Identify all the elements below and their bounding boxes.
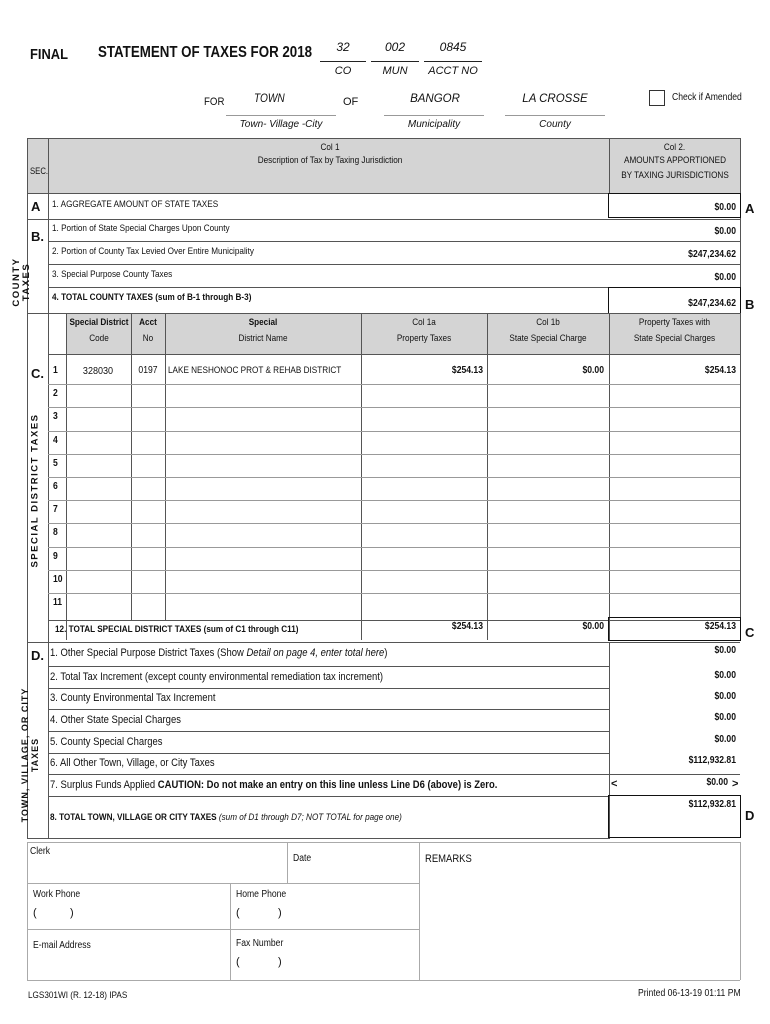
home-phone-label: Home Phone bbox=[236, 889, 287, 900]
clerk-field[interactable] bbox=[30, 858, 286, 882]
section-c-letter: C. bbox=[31, 366, 44, 381]
remarks-label: REMARKS bbox=[425, 853, 472, 865]
row-divider bbox=[48, 454, 740, 455]
row-number: 4 bbox=[53, 435, 58, 446]
section-d-amount-5: $0.00 bbox=[714, 734, 736, 745]
form-id: LGS301WI (R. 12-18) IPAS bbox=[28, 990, 128, 1001]
printed-timestamp: Printed 06-13-19 01:11 PM bbox=[638, 988, 741, 999]
date-label: Date bbox=[293, 853, 312, 864]
section-d-line-6: 6. All Other Town, Village, or City Taxes bbox=[50, 757, 215, 769]
section-b-line-3: 3. Special Purpose County Taxes bbox=[52, 269, 173, 280]
section-b-amount-3: $0.00 bbox=[714, 272, 736, 283]
section-d-amount-2: $0.00 bbox=[714, 670, 736, 681]
line-7-close-bracket: > bbox=[732, 778, 739, 790]
amended-label: Check if Amended bbox=[672, 92, 742, 103]
home-phone-field[interactable]: ( ) bbox=[236, 907, 282, 919]
row-number: 11 bbox=[53, 597, 63, 608]
section-a-line: 1. AGGREGATE AMOUNT OF STATE TAXES bbox=[52, 199, 219, 210]
row-number: 6 bbox=[53, 481, 58, 492]
row-divider bbox=[48, 547, 740, 548]
section-d-line-2: 2. Total Tax Increment (except county environmental remediation tax increment) bbox=[50, 671, 384, 683]
remarks-field[interactable] bbox=[422, 870, 737, 978]
section-c-total-prop: $254.13 bbox=[451, 621, 483, 632]
town-type-value: TOWN bbox=[254, 93, 285, 105]
section-b-amount-4: $247,234.62 bbox=[688, 298, 736, 309]
section-b-line-4: 4. TOTAL COUNTY TAXES (sum of B-1 through B-3) bbox=[52, 292, 252, 303]
co-label: CO bbox=[334, 65, 352, 77]
section-d-line-7: 7. Surplus Funds Applied CAUTION: Do not make an entry on this line unless Line D6 (above) is Zero. bbox=[50, 779, 498, 791]
section-b-amount-1: $0.00 bbox=[714, 226, 736, 237]
row-divider bbox=[48, 500, 740, 501]
district-code: 328030 bbox=[82, 365, 114, 377]
col2-title: Col 2. bbox=[663, 142, 686, 153]
acct-value: 0845 bbox=[439, 40, 467, 54]
row-divider bbox=[48, 407, 740, 408]
work-phone-field[interactable]: ( ) bbox=[33, 907, 74, 919]
section-c-right-letter: C bbox=[745, 625, 755, 640]
col-2-head-2: State Special Charges bbox=[633, 333, 716, 344]
row-divider bbox=[48, 477, 740, 478]
amended-checkbox[interactable] bbox=[649, 90, 665, 106]
section-d-amount-7: $0.00 bbox=[706, 777, 728, 788]
col-acct-head-2: No bbox=[142, 333, 154, 344]
col-name-head-1: Special bbox=[248, 317, 278, 328]
sec-label: SEC. bbox=[30, 166, 49, 176]
col-1a-head-2: Property Taxes bbox=[396, 333, 452, 344]
row-number: 2 bbox=[53, 388, 58, 399]
section-b-line-2: 2. Portion of County Tax Levied Over Entire Municipality bbox=[52, 246, 254, 257]
form-title: STATEMENT OF TAXES FOR 2018 bbox=[98, 44, 313, 61]
row-number: 5 bbox=[53, 458, 58, 469]
for-label: FOR bbox=[204, 96, 225, 108]
section-d-amount-6: $112,932.81 bbox=[688, 755, 736, 766]
section-b-right-letter: B bbox=[745, 297, 755, 312]
municipality-caption: Municipality bbox=[407, 119, 461, 130]
section-c-total-label: 12. TOTAL SPECIAL DISTRICT TAXES (sum of C1 through C11) bbox=[55, 624, 299, 635]
section-b-amount-2: $247,234.62 bbox=[688, 249, 736, 260]
clerk-label: Clerk bbox=[30, 846, 51, 857]
co-value: 32 bbox=[336, 40, 350, 54]
email-field[interactable] bbox=[95, 935, 225, 975]
row-number: 10 bbox=[53, 574, 63, 585]
col-code-head-2: Code bbox=[89, 333, 109, 344]
section-d-line-4: 4. Other State Special Charges bbox=[50, 714, 181, 726]
mun-value: 002 bbox=[384, 40, 406, 54]
section-b-letter: B. bbox=[31, 229, 44, 244]
district-acct-no: 0197 bbox=[138, 365, 158, 376]
row-divider bbox=[48, 384, 740, 385]
county-value: LA CROSSE bbox=[522, 93, 588, 105]
section-d-line-1: 1. Other Special Purpose District Taxes (Show Detail on page 4, enter total here) bbox=[50, 647, 388, 659]
row-number: 8 bbox=[53, 527, 58, 538]
row-number: 7 bbox=[53, 504, 58, 515]
col2-line1: AMOUNTS APPORTIONED bbox=[624, 155, 726, 166]
col1-desc: Description of Tax by Taxing Jurisdiction bbox=[257, 155, 403, 166]
row-divider bbox=[48, 523, 740, 524]
section-d-right-letter: D bbox=[745, 808, 755, 823]
section-d-amount-3: $0.00 bbox=[714, 691, 736, 702]
section-d-line-8: 8. TOTAL TOWN, VILLAGE OR CITY TAXES (sum of D1 through D7; NOT TOTAL for page one) bbox=[50, 812, 402, 823]
acct-label: ACCT NO bbox=[428, 65, 478, 77]
col-1b-head-1: Col 1b bbox=[536, 317, 560, 328]
county-caption: County bbox=[539, 119, 571, 130]
final-label: FINAL bbox=[30, 46, 68, 63]
section-c-total-special: $0.00 bbox=[582, 621, 604, 632]
col2-line2: BY TAXING JURISDICTIONS bbox=[621, 170, 729, 181]
section-d-line-3: 3. County Environmental Tax Increment bbox=[50, 692, 216, 704]
district-total: $254.13 bbox=[704, 365, 736, 376]
section-d-line-5: 5. County Special Charges bbox=[50, 736, 163, 748]
col-2-head-1: Property Taxes with bbox=[638, 317, 711, 328]
section-a-letter: A bbox=[31, 199, 41, 214]
col1-title: Col 1 bbox=[320, 142, 340, 153]
col-name-head-2: District Name bbox=[238, 333, 288, 344]
section-d-amount-1: $0.00 bbox=[714, 645, 736, 656]
email-label: E-mail Address bbox=[33, 940, 91, 951]
section-a-right-letter: A bbox=[745, 201, 755, 216]
row-divider bbox=[48, 431, 740, 432]
district-state-special-charge: $0.00 bbox=[582, 365, 604, 376]
town-taxes-side-label: TOWN, VILLAGE, OR CITY TAXES bbox=[20, 687, 40, 823]
section-a-amount: $0.00 bbox=[714, 202, 736, 213]
town-type-caption: Town- Village -City bbox=[239, 119, 323, 130]
line-7-open-bracket: < bbox=[611, 778, 618, 790]
county-taxes-side-label: COUNTY TAXES bbox=[11, 257, 32, 307]
section-b-line-1: 1. Portion of State Special Charges Upon County bbox=[52, 223, 230, 234]
section-d-amount-4: $0.00 bbox=[714, 712, 736, 723]
fax-field[interactable]: ( ) bbox=[236, 956, 282, 968]
col-acct-head-1: Acct bbox=[139, 317, 157, 328]
col-1b-head-2: State Special Charge bbox=[509, 333, 587, 344]
mun-label: MUN bbox=[382, 65, 408, 77]
col-code-head-1: Special District bbox=[69, 317, 129, 328]
section-d-amount-8: $112,932.81 bbox=[688, 799, 736, 810]
of-label: OF bbox=[343, 96, 359, 108]
work-phone-label: Work Phone bbox=[33, 889, 81, 900]
date-field[interactable] bbox=[320, 846, 416, 881]
row-number: 1 bbox=[53, 365, 58, 376]
row-divider bbox=[48, 570, 740, 571]
row-number: 9 bbox=[53, 551, 58, 562]
special-district-side-label: SPECIAL DISTRICT TAXES bbox=[29, 413, 41, 568]
municipality-value: BANGOR bbox=[410, 93, 460, 105]
district-name: LAKE NESHONOC PROT & REHAB DISTRICT bbox=[168, 365, 342, 376]
district-property-taxes: $254.13 bbox=[451, 365, 483, 376]
row-divider bbox=[48, 593, 740, 594]
row-number: 3 bbox=[53, 411, 58, 422]
section-c-total-all: $254.13 bbox=[704, 621, 736, 632]
col-1a-head-1: Col 1a bbox=[412, 317, 436, 328]
fax-label: Fax Number bbox=[236, 938, 284, 949]
section-d-letter: D. bbox=[31, 648, 44, 663]
